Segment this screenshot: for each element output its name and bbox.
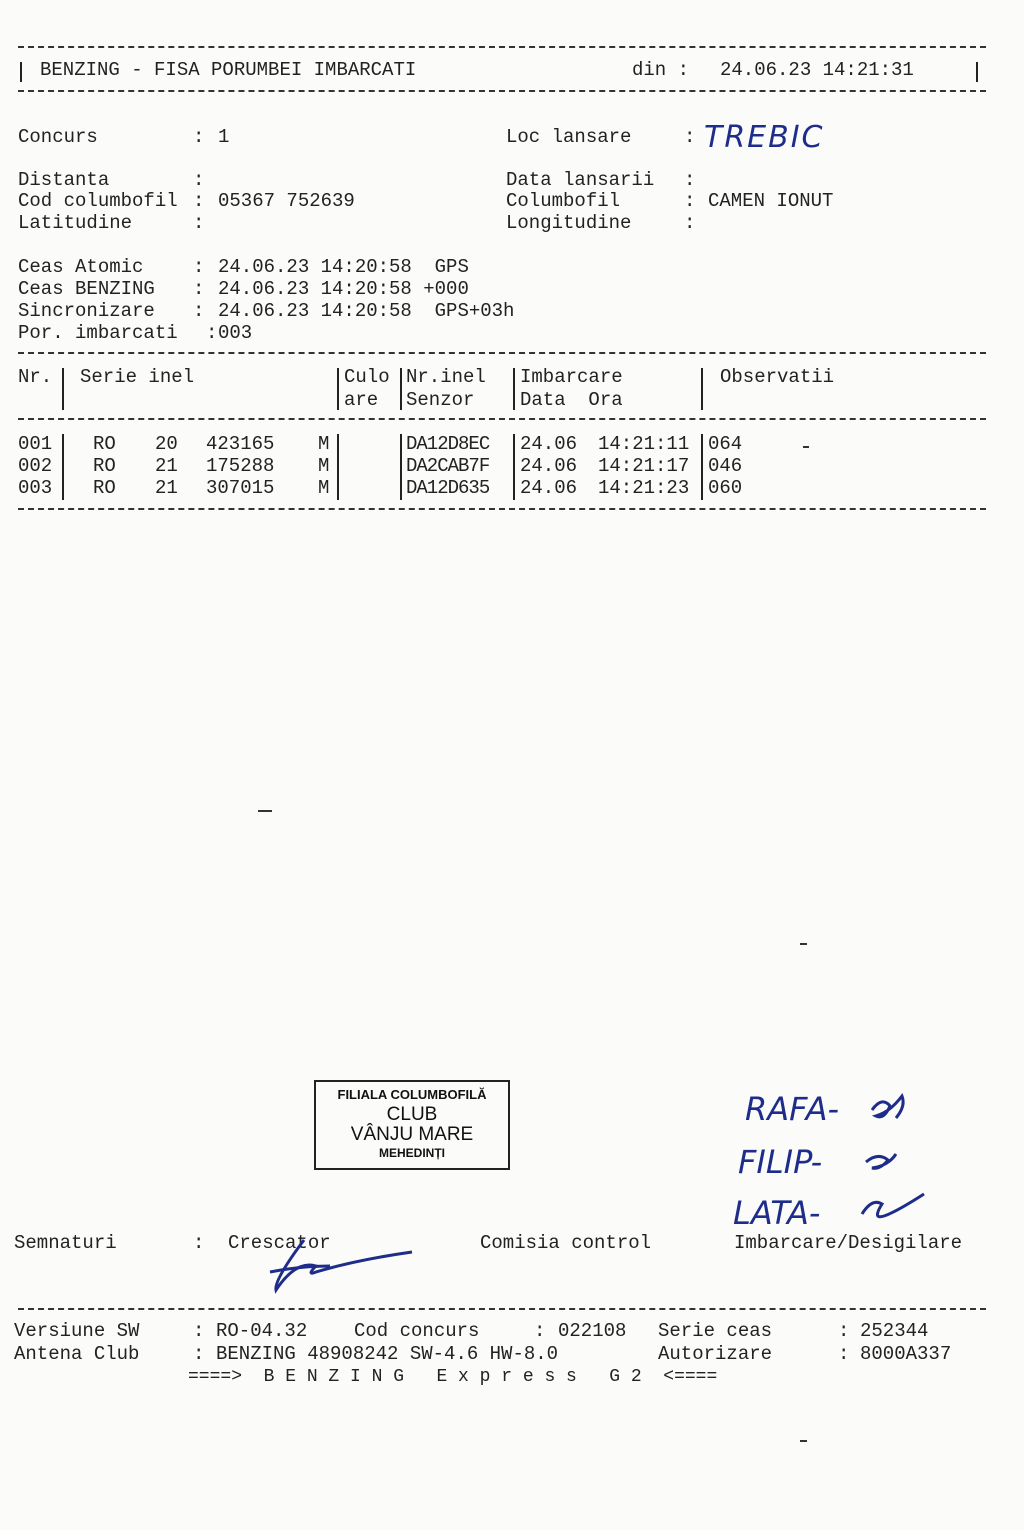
- cell-sex: M: [318, 455, 330, 477]
- header-left-bar: [20, 62, 22, 82]
- row-sep-1: [62, 434, 64, 500]
- cod-concurs-label: Cod concurs: [354, 1320, 480, 1342]
- cell-senzor: DA12D635: [406, 477, 490, 499]
- cell-nr: 002: [18, 455, 53, 477]
- comisia-control-label: Comisia control: [480, 1232, 652, 1254]
- col-header-culo: Culo: [344, 366, 390, 388]
- cell-nr: 001: [18, 433, 53, 455]
- scan-speck: [803, 446, 809, 448]
- stamp-line-1: FILIALA COLUMBOFILĂ: [337, 1087, 487, 1102]
- header-right-bar: [976, 62, 978, 82]
- antena-club-value: BENZING 48908242 SW-4.6 HW-8.0: [216, 1343, 559, 1365]
- latitudine-colon: :: [193, 212, 205, 234]
- distanta-colon: :: [193, 169, 205, 191]
- cell-senzor: DA12D8EC: [406, 433, 490, 455]
- versiune-colon: :: [193, 1320, 205, 1342]
- cell-tara: RO: [93, 455, 116, 477]
- ceas-atomic-value: 24.06.23 14:20:58 GPS: [218, 256, 469, 278]
- cell-data: 24.06: [520, 477, 578, 499]
- sincronizare-label: Sincronizare: [18, 300, 155, 322]
- serie-ceas-colon: :: [838, 1320, 850, 1342]
- row-sep-4: [513, 434, 515, 500]
- col-header-observatii: Observatii: [720, 366, 835, 388]
- cod-columbofil-value: 05367 752639: [218, 190, 355, 212]
- header-sep-3: [400, 368, 402, 410]
- cell-tara: RO: [93, 433, 116, 455]
- col-header-data-ora: Data Ora: [520, 389, 623, 411]
- header-sep-1: [62, 368, 64, 410]
- por-imbarcati-label: Por. imbarcati: [18, 322, 178, 344]
- data-lansarii-label: Data lansarii: [506, 169, 655, 191]
- header-sep-2: [337, 368, 339, 410]
- col-header-imbarcare: Imbarcare: [520, 366, 623, 388]
- por-imbarcati-value: 003: [218, 322, 253, 344]
- cell-ora: 14:21:17: [598, 455, 690, 477]
- cell-senzor: DA2CAB7F: [406, 455, 490, 477]
- handwritten-name-1: RAFA-: [745, 1090, 840, 1128]
- document-title: BENZING - FISA PORUMBEI IMBARCATI: [40, 59, 417, 81]
- cell-data: 24.06: [520, 455, 578, 477]
- stamp-line-3: VÂNJU MARE: [350, 1124, 474, 1145]
- benzing-express-banner: ====> B E N Z I N G E x p r e s s G 2 <====: [188, 1367, 718, 1387]
- cell-inel: 423165: [206, 433, 275, 455]
- loc-lansare-colon: :: [684, 126, 696, 148]
- versiune-label: Versiune SW: [14, 1320, 140, 1342]
- por-imbarcati-colon: :: [206, 322, 218, 344]
- row-sep-3: [400, 434, 402, 500]
- stamp-line-2: CLUB: [386, 1104, 438, 1125]
- loc-lansare-value: TREBIC: [704, 120, 825, 155]
- col-header-are: are: [344, 389, 379, 411]
- cell-ora: 14:21:23: [598, 477, 690, 499]
- sincronizare-value: 24.06.23 14:20:58 GPS+03h: [218, 300, 515, 322]
- cell-ora: 14:21:11: [598, 433, 690, 455]
- columbofil-label: Columbofil: [506, 190, 621, 212]
- row-sep-2: [337, 434, 339, 500]
- col-header-serie: Serie inel: [80, 366, 195, 388]
- cod-columbofil-label: Cod columbofil: [18, 190, 178, 212]
- cell-obs: 060: [708, 477, 743, 499]
- autorizare-value: 8000A337: [860, 1343, 952, 1365]
- club-stamp: [314, 1080, 510, 1170]
- cell-sex: M: [318, 477, 330, 499]
- header-top-rule: [18, 46, 986, 48]
- columbofil-value: CAMEN IONUT: [708, 190, 834, 212]
- concurs-label: Concurs: [18, 126, 98, 148]
- versiune-value: RO-04.32: [216, 1320, 308, 1342]
- cell-obs: 046: [708, 455, 743, 477]
- cell-inel: 175288: [206, 455, 275, 477]
- data-lansarii-colon: :: [684, 169, 696, 191]
- header-sep-4: [513, 368, 515, 410]
- scan-speck: [800, 943, 807, 945]
- autorizare-colon: :: [838, 1343, 850, 1365]
- autorizare-label: Autorizare: [658, 1343, 773, 1365]
- antena-club-label: Antena Club: [14, 1343, 140, 1365]
- scan-speck: [800, 1440, 807, 1442]
- ceas-benzing-colon: :: [193, 278, 205, 300]
- semnaturi-colon: :: [193, 1232, 205, 1254]
- header-din-value: 24.06.23 14:21:31: [720, 59, 914, 81]
- columbofil-colon: :: [684, 190, 696, 212]
- ceas-benzing-label: Ceas BENZING: [18, 278, 155, 300]
- cell-an: 20: [155, 433, 178, 455]
- sincronizare-colon: :: [193, 300, 205, 322]
- footer-rule: [18, 1308, 986, 1310]
- table-top-rule: [18, 352, 986, 354]
- col-header-nr: Nr.: [18, 366, 53, 388]
- longitudine-colon: :: [684, 212, 696, 234]
- cod-concurs-value: 022108: [558, 1320, 627, 1342]
- cod-concurs-colon: :: [534, 1320, 546, 1342]
- commission-signatures: [858, 1080, 938, 1230]
- scan-speck: [258, 810, 272, 812]
- table-bottom-rule: [18, 508, 986, 510]
- antena-club-colon: :: [193, 1343, 205, 1365]
- table-header-rule: [18, 418, 986, 420]
- longitudine-label: Longitudine: [506, 212, 632, 234]
- ceas-atomic-colon: :: [193, 256, 205, 278]
- col-header-senzor: Senzor: [406, 389, 475, 411]
- distanta-label: Distanta: [18, 169, 110, 191]
- cell-sex: M: [318, 433, 330, 455]
- cell-an: 21: [155, 455, 178, 477]
- cell-tara: RO: [93, 477, 116, 499]
- handwritten-name-3: LATA-: [733, 1194, 821, 1232]
- header-sep-5: [701, 368, 703, 410]
- col-header-nrinel: Nr.inel: [406, 366, 486, 388]
- cell-an: 21: [155, 477, 178, 499]
- serie-ceas-value: 252344: [860, 1320, 929, 1342]
- semnaturi-label: Semnaturi: [14, 1232, 117, 1254]
- handwritten-name-2: FILIP-: [738, 1143, 823, 1181]
- loc-lansare-label: Loc lansare: [506, 126, 632, 148]
- serie-ceas-label: Serie ceas: [658, 1320, 773, 1342]
- cell-data: 24.06: [520, 433, 578, 455]
- stamp-line-4: MEHEDINȚI: [379, 1146, 445, 1160]
- imbarcare-desigilare-label: Imbarcare/Desigilare: [734, 1232, 963, 1254]
- ceas-benzing-value: 24.06.23 14:20:58 +000: [218, 278, 469, 300]
- cell-obs: 064: [708, 433, 743, 455]
- crescator-signature: [264, 1232, 414, 1302]
- cell-nr: 003: [18, 477, 53, 499]
- concurs-colon: :: [193, 126, 205, 148]
- cod-columbofil-colon: :: [193, 190, 205, 212]
- row-sep-5: [701, 434, 703, 500]
- ceas-atomic-label: Ceas Atomic: [18, 256, 144, 278]
- header-din-label: din :: [632, 59, 690, 81]
- cell-inel: 307015: [206, 477, 275, 499]
- header-bottom-rule: [18, 90, 986, 92]
- crescator-label: Crescator: [228, 1232, 331, 1254]
- concurs-value: 1: [218, 126, 230, 148]
- latitudine-label: Latitudine: [18, 212, 133, 234]
